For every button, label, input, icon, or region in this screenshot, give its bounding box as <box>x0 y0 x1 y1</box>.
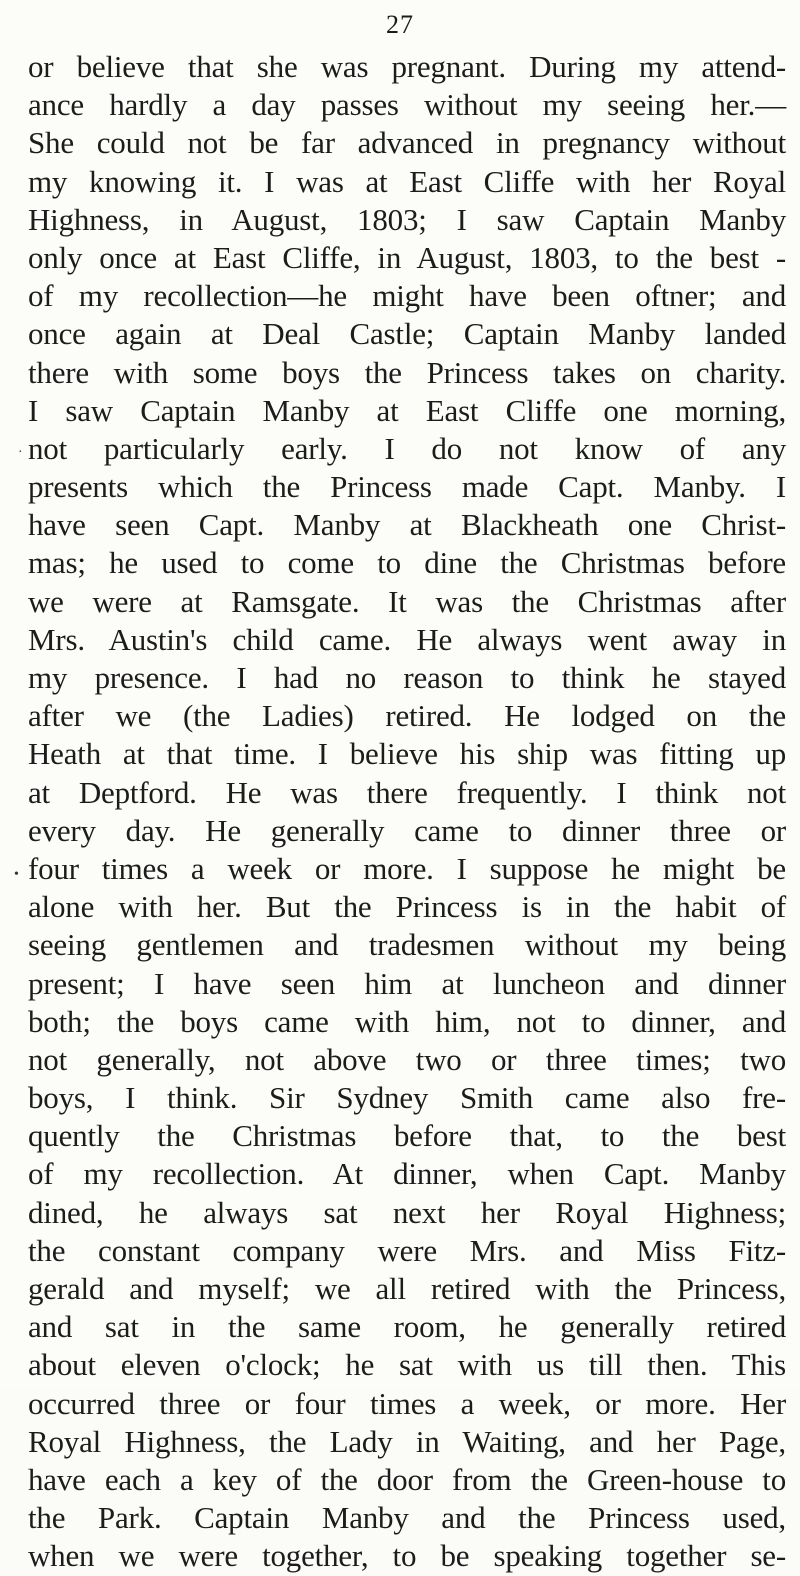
text-line: Mrs. Austin's child came. He always went away in <box>28 621 786 657</box>
text-line: Royal Highness, the Lady in Waiting, and her Page, <box>28 1423 786 1459</box>
text-line: of my recollection—he might have been oftner; and <box>28 278 786 314</box>
text-line: there with some boys the Princess takes on charity. <box>28 354 786 390</box>
text-line: alone with her. But the Princess is in the habit of <box>28 889 786 925</box>
body-text <box>28 48 786 1576</box>
text-line: She could not be far advanced in pregnancy without <box>28 125 786 161</box>
text-line: both; the boys came with him, not to dinner, and <box>28 1003 786 1039</box>
text-line: every day. He generally came to dinner three or <box>28 812 786 848</box>
text-line: or believe that she was pregnant. During my attend- <box>28 49 786 84</box>
text-line: mas; he used to come to dine the Christmas before <box>28 545 786 581</box>
page-number: 27 <box>386 10 414 39</box>
text-line: once again at Deal Castle; Captain Manby landed <box>28 316 786 352</box>
text-line: not particularly early. I do not know of any <box>28 430 786 466</box>
text-line: occurred three or four times a week, or more. Her <box>28 1385 786 1421</box>
text-line: of my recollection. At dinner, when Capt. Manby <box>28 1156 786 1192</box>
text-line: only once at East Cliffe, in August, 1803, to the best - <box>28 239 786 275</box>
margin-mark: • <box>14 867 19 882</box>
text-line: my knowing it. I was at East Cliffe with her Royal <box>28 163 786 199</box>
text-line: quently the Christmas before that, to the best <box>28 1118 786 1154</box>
text-line: seeing gentlemen and tradesmen without my being <box>28 927 786 963</box>
text-line: we were at Ramsgate. It was the Christmas after <box>28 583 786 619</box>
text-line: after we (the Ladies) retired. He lodged on the <box>28 698 786 734</box>
text-line: boys, I think. Sir Sydney Smith came also fre- <box>28 1080 786 1116</box>
text-line: Heath at that time. I believe his ship was fitting up <box>28 736 786 772</box>
margin-mark: · <box>18 445 23 460</box>
text-line: four times a week or more. I suppose he might be <box>28 850 786 886</box>
text-line: I saw Captain Manby at East Cliffe one morning, <box>28 392 786 428</box>
text-line: when we were together, to be speaking together se- <box>28 1538 786 1574</box>
text-line: and sat in the same room, he generally retired <box>28 1309 786 1345</box>
text-line: presents which the Princess made Capt. Manby. I <box>28 469 786 505</box>
text-line: have each a key of the door from the Green-house to <box>28 1461 786 1497</box>
text-line: the Park. Captain Manby and the Princess used, <box>28 1500 786 1536</box>
text-line: gerald and myself; we all retired with the Princess, <box>28 1271 786 1306</box>
text-line: at Deptford. He was there frequently. I think not <box>28 774 786 810</box>
text-line: Highness, in August, 1803; I saw Captain Manby <box>28 201 786 237</box>
text-line: ance hardly a day passes without my seeing her.— <box>28 87 786 123</box>
text-line: present; I have seen him at luncheon and dinner <box>28 965 786 1001</box>
text-line: not generally, not above two or three times; two <box>28 1041 786 1077</box>
text-line: about eleven o'clock; he sat with us till then. This <box>28 1347 786 1383</box>
text-line: the constant company were Mrs. and Miss Fitz- <box>28 1232 786 1268</box>
text-line: have seen Capt. Manby at Blackheath one Christ- <box>28 507 786 543</box>
text-line: dined, he always sat next her Royal Highness; <box>28 1194 786 1230</box>
text-line: my presence. I had no reason to think he stayed <box>28 660 786 695</box>
